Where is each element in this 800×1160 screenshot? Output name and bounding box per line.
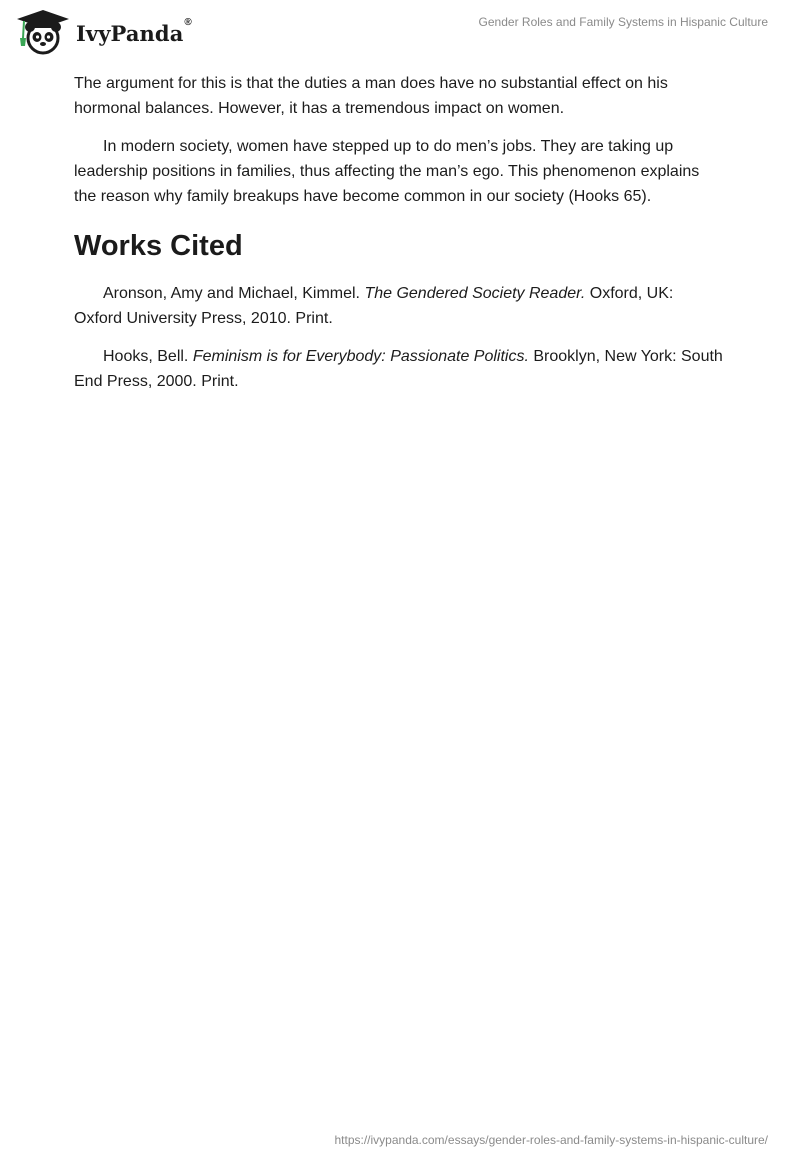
document-title: Gender Roles and Family Systems in Hispanic Culture: [478, 15, 768, 29]
body-paragraph: In modern society, women have stepped up to do men’s jobs. They are taking up leadership positions in families, thus affecting the man’s ego. This phenomenon explains the reason why family breakups have become common in our society (Hooks 65).: [74, 138, 700, 205]
source-url-link[interactable]: https://ivypanda.com/essays/gender-roles-and-family-systems-in-hispanic-culture/: [334, 1133, 768, 1147]
panda-graduate-icon: [14, 8, 72, 56]
works-cited-heading: Works Cited: [74, 230, 243, 262]
citation-title: The Gendered Society Reader.: [364, 285, 586, 302]
citation-publisher: Brooklyn, New York: South End Press, 2000. Print.: [74, 348, 723, 390]
citation-publisher: Oxford, UK: Oxford University Press, 2010. Print.: [74, 285, 674, 327]
citation-entry: [74, 281, 724, 331]
citation-author: Hooks, Bell.: [103, 348, 193, 365]
body-paragraph: The argument for this is that the duties a man does have no substantial effect on his hormonal balances. However, it has a tremendous impact on women.: [74, 75, 668, 117]
citation-entry: [74, 344, 724, 394]
registered-mark: ®: [184, 16, 192, 28]
brand-name: IvyPanda®: [76, 16, 192, 46]
essay-content: [74, 71, 724, 407]
citation-title: Feminism is for Everybody: Passionate Politics.: [192, 348, 529, 365]
citation-author: Aronson, Amy and Michael, Kimmel.: [103, 285, 365, 302]
site-logo[interactable]: [14, 8, 192, 56]
